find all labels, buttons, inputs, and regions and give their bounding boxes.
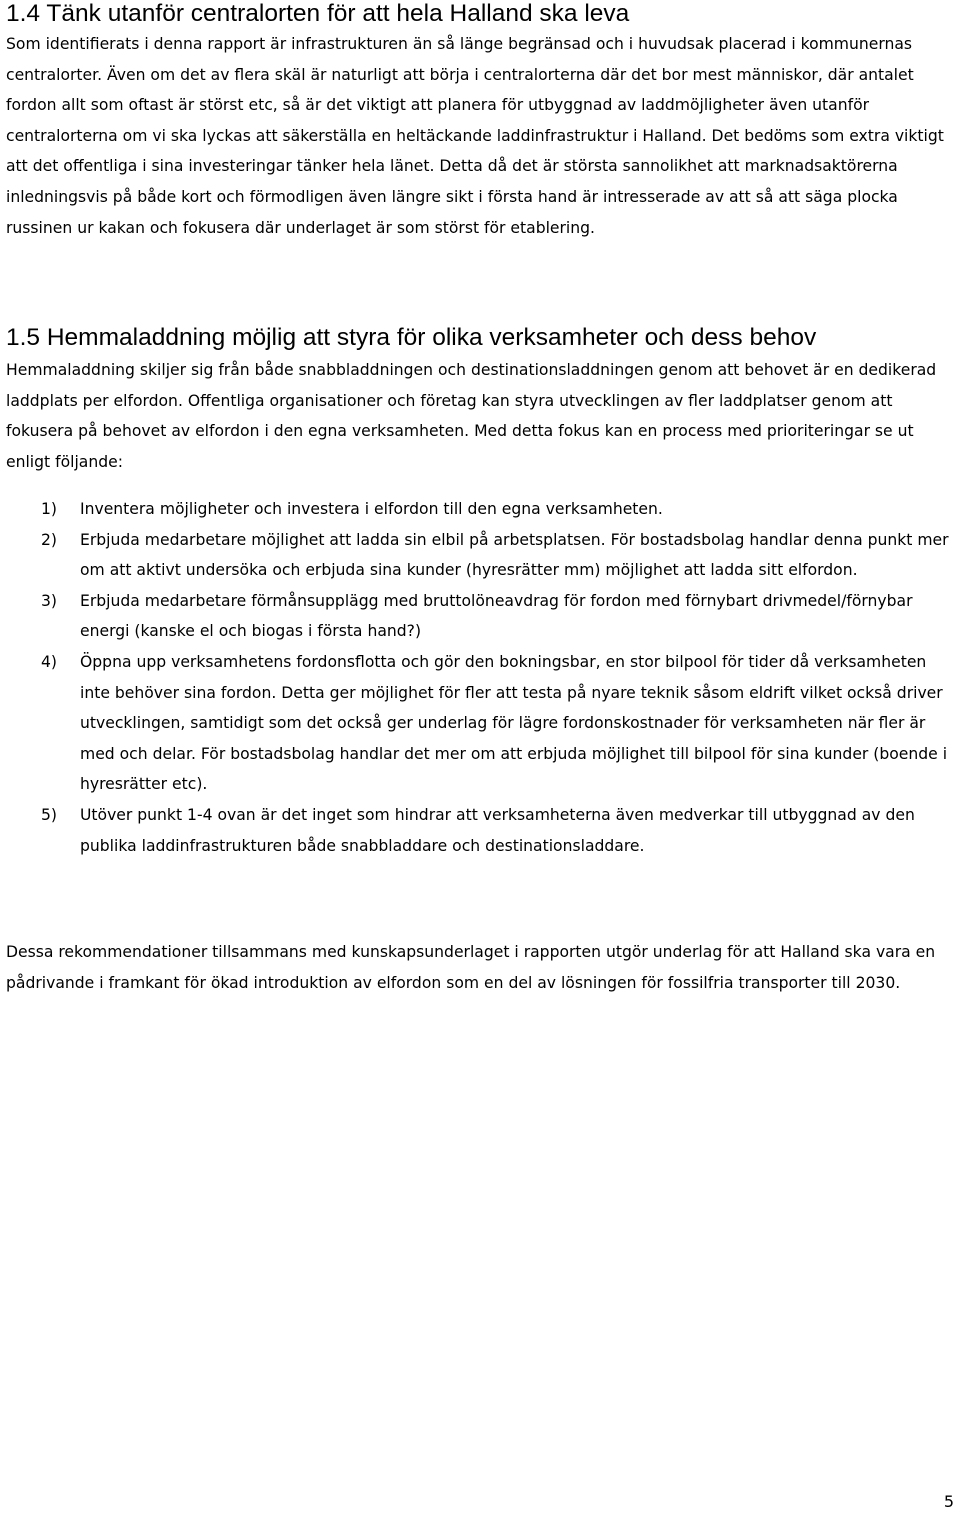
list-item-number: 3) [41,591,58,610]
list-item-text: Öppna upp verksamhetens fordonsflotta och gör den bokningsbar, en stor bilpool för tider då verksamheten inte behöver sina fordon. Detta ger möjlighet för fler att testa på nyare teknik såsom eldrift vilket också driver utvecklingen, samtidigt som det också ger underlag för lägre fordonskostnader för verksamheten när fler är med och delar. För bostadsbolag handlar det mer om att erbjuda möjlighet till bilpool för sina kunder (boende i hyresrätter etc). [80,652,948,794]
priority-list [6,494,956,861]
closing-paragraph: Dessa rekommendationer tillsammans med kunskapsunderlaget i rapporten utgör underlag för att Halland ska vara en pådrivande i framkant för ökad introduktion av elfordon som en del av lösningen för fossilfria transporter till 2030. [6,943,936,992]
section-paragraph-1-5: Hemmaladdning skiljer sig från både snabbladdningen och destinationsladdningen genom att behovet är en dedikerad laddplats per elfordon. Offentliga organisationer och företag kan styra utvecklingen av fler laddplatser genom att fokusera på behovet av elfordon i den egna verksamheten. Med detta fokus kan en process med prioriteringar se ut enligt följande: [6,361,937,471]
list-item [6,525,956,586]
list-item-text: Utöver punkt 1-4 ovan är det inget som hindrar att verksamheterna även medverkar till utbyggnad av den publika laddinfrastrukturen både snabbladdare och destinationsladdare. [80,805,915,855]
list-item-number: 5) [41,805,58,824]
page-number: 5 [943,1492,954,1511]
list-item-text: Erbjuda medarbetare förmånsupplägg med bruttolöneavdrag för fordon med förnybart drivmedel/förnybar energi (kanske el och biogas i första hand?) [80,591,913,641]
list-item-number: 4) [41,652,58,671]
list-item-text: Erbjuda medarbetare möjlighet att ladda sin elbil på arbetsplatsen. För bostadsbolag handlar denna punkt mer om att aktivt undersöka och erbjuda sina kunder (hyresrätter mm) möjlighet att ladda sitt elfordon. [80,530,949,580]
list-item-text: Inventera möjligheter och investera i elfordon till den egna verksamheten. [80,500,663,518]
list-item [6,647,956,800]
section-paragraph-1-4: Som identifierats i denna rapport är infrastrukturen än så länge begränsad och i huvudsak placerad i kommunernas centralorter. Även om det av flera skäl är naturligt att börja i centralorterna där det bor mest människor, där antalet fordon allt som oftast är störst etc, så är det viktigt att planera för utbyggnad av laddmöjligheter även utanför centralorterna om vi ska lyckas att säkerställa en heltäckande laddinfrastruktur i Halland. Det bedöms som extra viktigt att det offentliga i sina investeringar tänker hela länet. Detta då det är största sannolikhet att marknadsaktörerna inledningsvis på både kort och förmodligen även längre sikt i första hand är intresserade av att så att säga plocka russinen ur kakan och fokusera där underlaget är som störst för etablering. [6,35,944,237]
list-item-number: 2) [41,530,58,549]
list-item [6,586,956,647]
list-item [6,800,956,861]
section-heading-1-4: 1.4 Tänk utanför centralorten för att hela Halland ska leva [6,0,630,27]
list-item-number: 1) [41,500,58,518]
section-heading-1-5: 1.5 Hemmaladdning möjlig att styra för olika verksamheter och dess behov [6,324,817,351]
list-item [6,494,956,525]
